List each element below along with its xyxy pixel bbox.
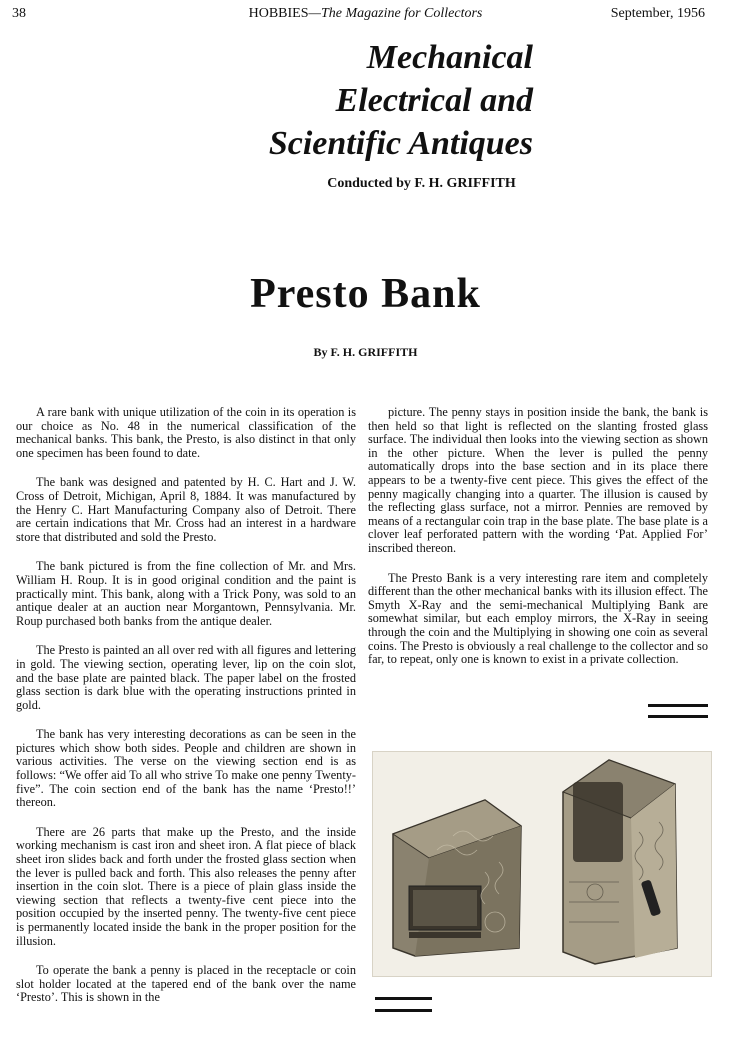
bank-photograph (372, 751, 712, 977)
paragraph: The bank pictured is from the fine collection of Mr. and Mrs. William H. Roup. It is in good original condition and the paint is practically mint. This bank, along with a Trick Pony, was sold to an antique dealer at an auction near Morgantown, Pennsylvania. Mr. Roup purchased both banks from the antique dealer. (16, 559, 356, 628)
divider-rule (375, 1009, 432, 1012)
presto-bank-photo-illustration (373, 752, 711, 976)
paragraph: The Presto Bank is a very interesting rare item and completely different than the other mechanical banks with its illusion effect. The Smyth X-Ray and the semi-mechanical Multiplying Bank are somewhat similar, but each employ mirrors, the X-Ray in seeing through the coin and the Multiplying in showing one coin as several coins. The Presto is obviously a real challenge to the collector and so far, to repeat, only one is known to exist in a private collection. (368, 570, 708, 667)
paragraph: picture. The penny stays in position inside the bank, the bank is then held so that light is reflected on the slanting frosted glass surface. The individual then looks into the viewing section as shown in the other picture. When the lever is pulled the penny automatically drops into the base section and in its place there appears to be a twenty-five cent piece. This gives the effect of the penny magically changing into a quarter. The illusion is caused by the reflecting glass surface, not a mirror. Pennies are removed by means of a rectangular coin trap in the base plate. The base plate is a clover leaf perforated pattern with the wording ‘Pat. Applied For’ inscribed thereon. (368, 405, 708, 555)
article-byline: By F. H. GRIFFITH (313, 345, 418, 359)
paragraph: There are 26 parts that make up the Presto, and the inside working mechanism is cast iron and sheet iron. A flat piece of black sheet iron slides back and forth under the frosted glass section when the lever is pulled back and forth. This also releases the penny after insertion in the coin slot. There is a piece of plain glass inside the viewing section that reflects a twenty-five cent piece into the position occupied by the inserted penny. The twenty-five cent piece is permanently located inside the bank in the proper position for the illusion. (16, 824, 356, 948)
department-line-3: Scientific Antiques (268, 125, 533, 162)
paragraph: The bank was designed and patented by H. C. Hart and J. W. Cross of Detroit, Michigan, April 8, 1884. It was manufactured by the Henry C. Hart Manufacturing Company also of Detroit. There are certain indications that Mr. Cross had an interest in a hardware store that distributed and sold the Presto. (16, 475, 356, 544)
department-line-2: Electrical and (335, 82, 533, 119)
divider-rule (648, 715, 708, 718)
divider-rule (648, 704, 708, 707)
issue-date: September, 1956 (610, 6, 705, 21)
conducted-by: Conducted by F. H. GRIFFITH (327, 176, 516, 191)
department-heading (269, 36, 533, 165)
magazine-tagline: —The Magazine for Collectors (308, 6, 483, 21)
paragraph: A rare bank with unique utilization of the coin in its operation is our choice as No. 48 in the numerical classification of the mechanical banks. This bank, the Presto, is also distinct in that only one specimen has been found to date. (16, 405, 356, 460)
page-number: 38 (12, 6, 26, 21)
paragraph: The Presto is painted an all over red with all figures and lettering in gold. The viewing section, operating lever, lip on the coin slot, and the base plate are painted black. The paper label on the frosted glass section is dark blue with the operating instructions printed in gold. (16, 643, 356, 712)
department-line-1: Mechanical (366, 39, 533, 76)
left-column (16, 406, 356, 1021)
paragraph: The bank has very interesting decorations as can be seen in the pictures which show both sides. People and children are shown in various activities. The verse on the viewing section end is as follows: “We offer aid To all who strive To make one penny Twenty-five”. The coin section end of the bank has the name ‘Presto!!’ thereon. (16, 727, 356, 810)
running-header (12, 6, 719, 24)
divider-rule (375, 997, 432, 1000)
right-column (368, 406, 708, 683)
paragraph: To operate the bank a penny is placed in the receptacle or coin slot holder located at the tapered end of the bank over the name ‘Presto’. This is shown in the (16, 963, 356, 1005)
article-title: Presto Bank (250, 271, 481, 317)
magazine-name: HOBBIES (248, 6, 309, 21)
